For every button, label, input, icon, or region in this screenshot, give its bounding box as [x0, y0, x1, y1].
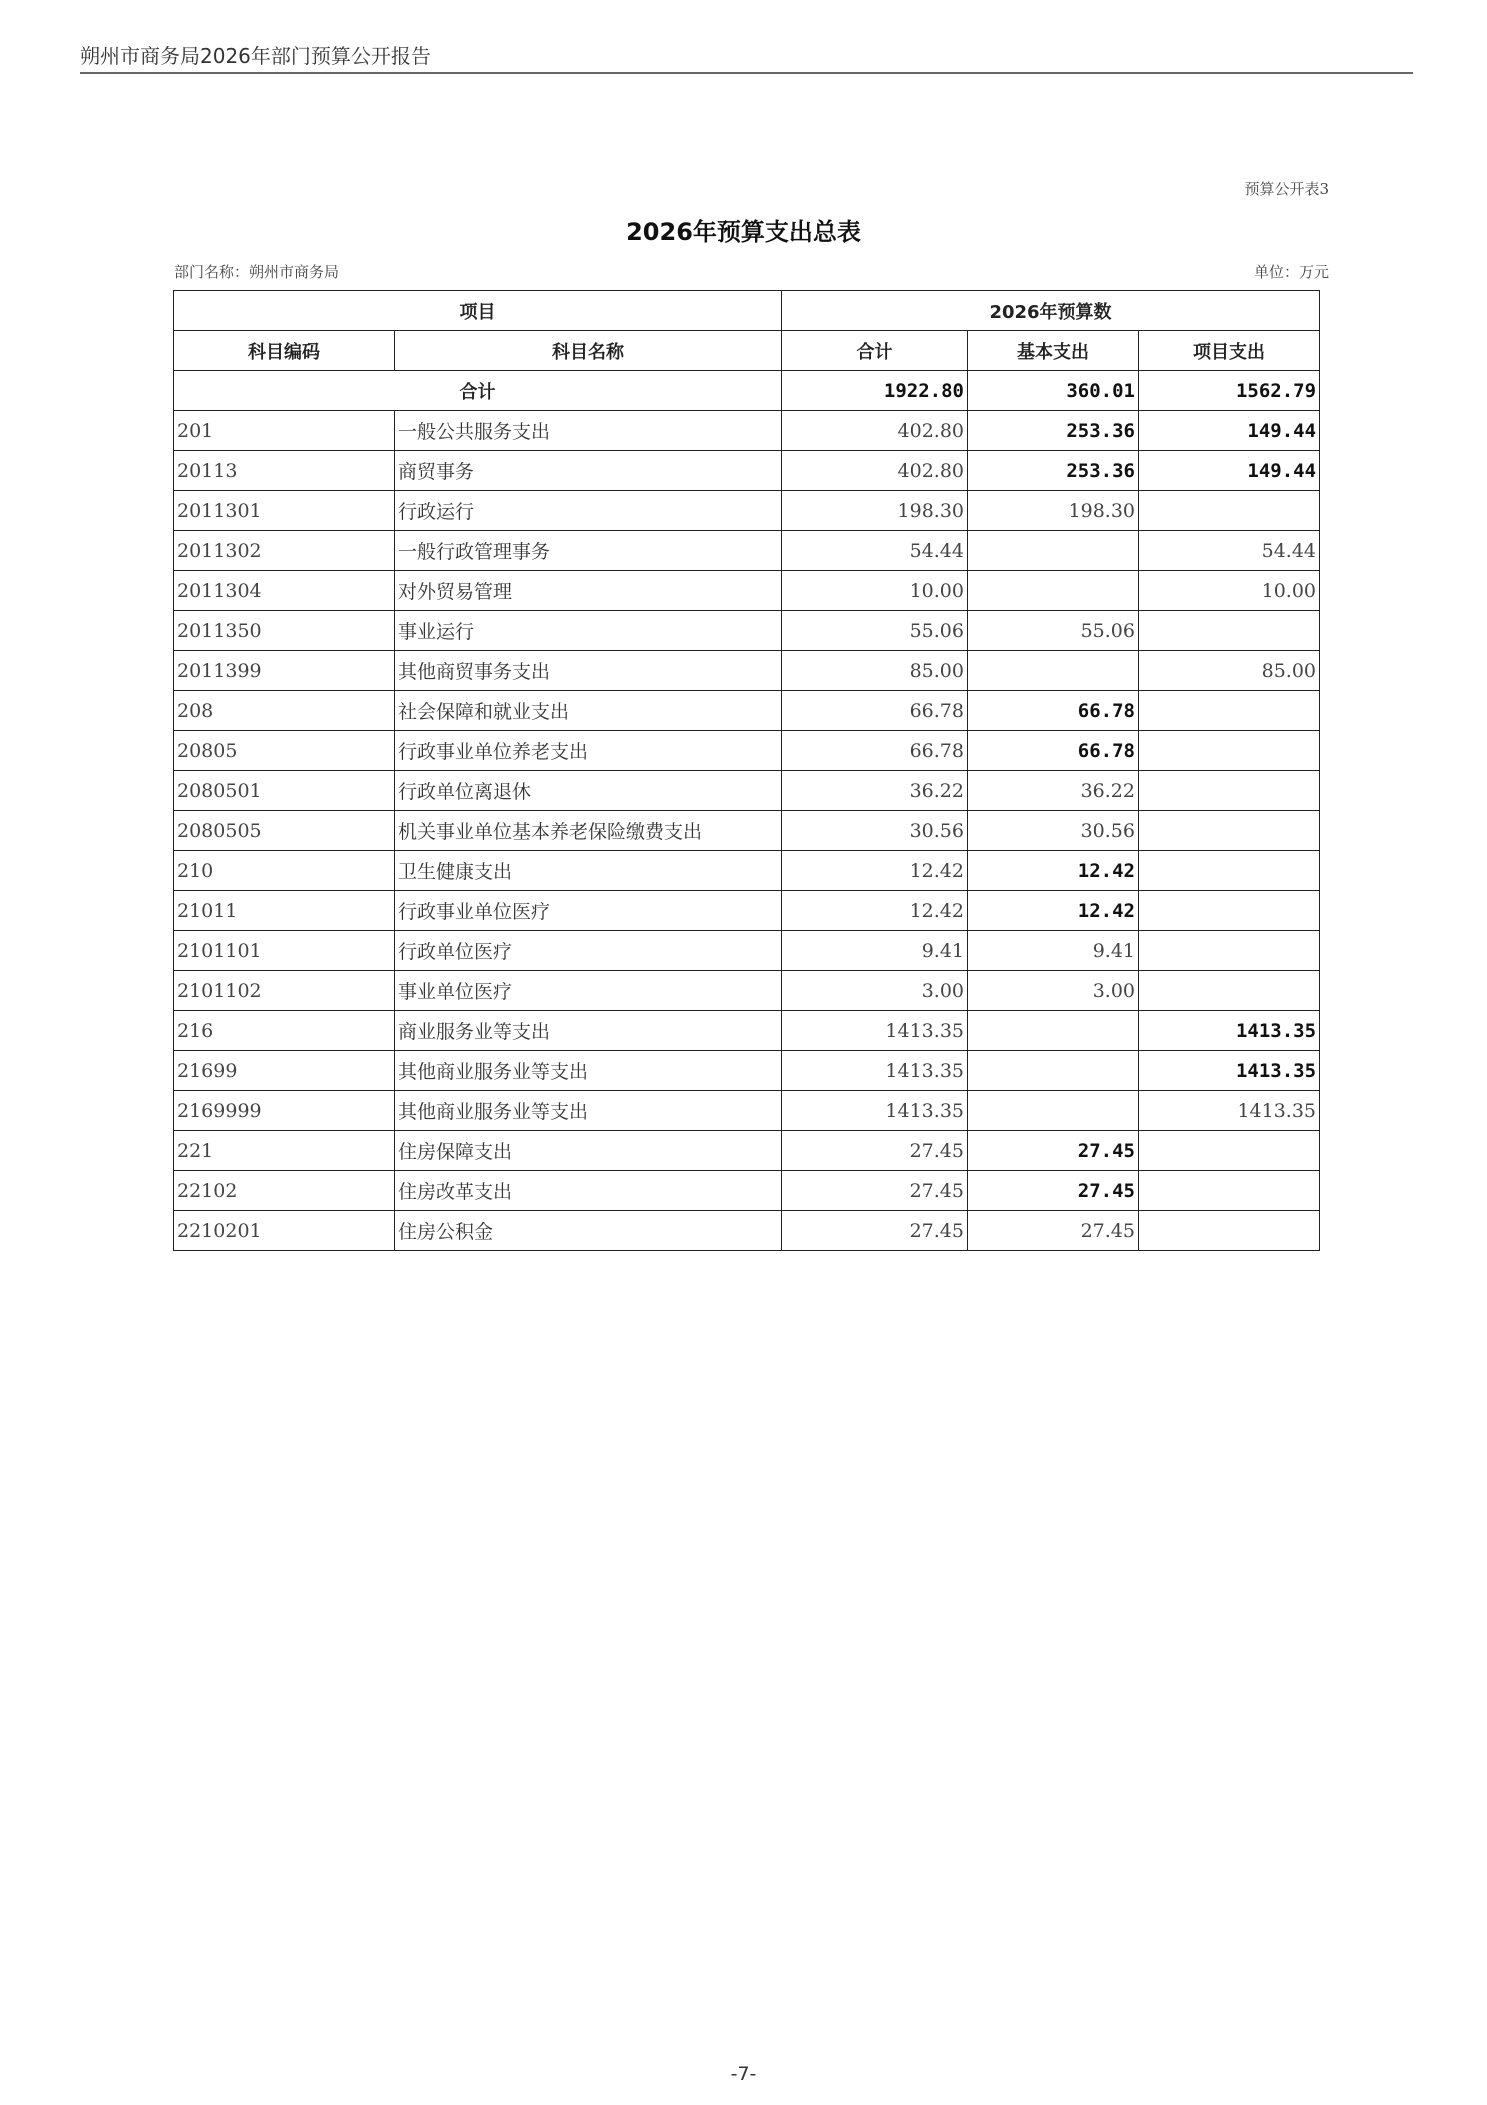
- row-code: 21011: [174, 891, 395, 931]
- table-row: [174, 891, 1320, 931]
- row-total: 12.42: [782, 891, 968, 931]
- row-project: [1139, 1131, 1320, 1171]
- row-code: 2101101: [174, 931, 395, 971]
- row-total: 402.80: [782, 451, 968, 491]
- row-basic: 12.42: [968, 891, 1139, 931]
- header-budget-group: 2026年预算数: [782, 291, 1320, 331]
- table-row: [174, 931, 1320, 971]
- row-name: 社会保障和就业支出: [395, 691, 782, 731]
- total-row-label: 合计: [174, 371, 782, 411]
- row-code: 20113: [174, 451, 395, 491]
- total-row-basic: 360.01: [968, 371, 1139, 411]
- row-code: 2011301: [174, 491, 395, 531]
- table-row: [174, 411, 1320, 451]
- row-name: 行政单位医疗: [395, 931, 782, 971]
- row-code: 2080505: [174, 811, 395, 851]
- row-name: 住房公积金: [395, 1211, 782, 1251]
- table-row: [174, 1051, 1320, 1091]
- table-row: [174, 691, 1320, 731]
- table-row: [174, 771, 1320, 811]
- budget-expenditure-table: [173, 290, 1320, 1251]
- row-code: 2011350: [174, 611, 395, 651]
- row-code: 20805: [174, 731, 395, 771]
- row-name: 其他商业服务业等支出: [395, 1091, 782, 1131]
- row-project: 1413.35: [1139, 1011, 1320, 1051]
- table-row: [174, 811, 1320, 851]
- row-total: 12.42: [782, 851, 968, 891]
- row-project: 85.00: [1139, 651, 1320, 691]
- row-name: 其他商业服务业等支出: [395, 1051, 782, 1091]
- row-code: 221: [174, 1131, 395, 1171]
- table-row: [174, 451, 1320, 491]
- row-total: 1413.35: [782, 1011, 968, 1051]
- row-project: [1139, 691, 1320, 731]
- row-basic: [968, 571, 1139, 611]
- row-total: 55.06: [782, 611, 968, 651]
- row-code: 210: [174, 851, 395, 891]
- row-code: 22102: [174, 1171, 395, 1211]
- row-total: 402.80: [782, 411, 968, 451]
- row-code: 201: [174, 411, 395, 451]
- row-code: 21699: [174, 1051, 395, 1091]
- row-project: [1139, 971, 1320, 1011]
- row-name: 对外贸易管理: [395, 571, 782, 611]
- row-project: 10.00: [1139, 571, 1320, 611]
- row-code: 216: [174, 1011, 395, 1051]
- row-code: 2011399: [174, 651, 395, 691]
- header-code: 科目编码: [174, 331, 395, 371]
- table-row: [174, 1091, 1320, 1131]
- row-project: [1139, 491, 1320, 531]
- row-basic: 66.78: [968, 731, 1139, 771]
- row-code: 2011302: [174, 531, 395, 571]
- row-basic: 253.36: [968, 411, 1139, 451]
- row-name: 商贸事务: [395, 451, 782, 491]
- header-row-group: [174, 291, 1320, 331]
- row-basic: 27.45: [968, 1211, 1139, 1251]
- row-project: [1139, 1171, 1320, 1211]
- row-project: [1139, 931, 1320, 971]
- row-basic: 198.30: [968, 491, 1139, 531]
- row-basic: [968, 531, 1139, 571]
- row-project: [1139, 891, 1320, 931]
- table-row: [174, 491, 1320, 531]
- table-row: [174, 1211, 1320, 1251]
- row-total: 54.44: [782, 531, 968, 571]
- row-total: 198.30: [782, 491, 968, 531]
- table-row: [174, 971, 1320, 1011]
- row-total: 66.78: [782, 691, 968, 731]
- row-total: 85.00: [782, 651, 968, 691]
- row-name: 机关事业单位基本养老保险缴费支出: [395, 811, 782, 851]
- table-row: [174, 731, 1320, 771]
- row-name: 商业服务业等支出: [395, 1011, 782, 1051]
- row-basic: 30.56: [968, 811, 1139, 851]
- department-label: 部门名称：朔州市商务局: [174, 263, 340, 281]
- row-name: 一般行政管理事务: [395, 531, 782, 571]
- row-code: 2210201: [174, 1211, 395, 1251]
- row-project: 149.44: [1139, 451, 1320, 491]
- header-item-group: 项目: [174, 291, 782, 331]
- row-name: 其他商贸事务支出: [395, 651, 782, 691]
- row-total: 1413.35: [782, 1051, 968, 1091]
- page-title: 2026年预算支出总表: [626, 218, 861, 246]
- row-project: [1139, 731, 1320, 771]
- header-project: 项目支出: [1139, 331, 1320, 371]
- row-code: 2080501: [174, 771, 395, 811]
- table-row: [174, 571, 1320, 611]
- row-name: 一般公共服务支出: [395, 411, 782, 451]
- row-total: 27.45: [782, 1171, 968, 1211]
- row-total: 66.78: [782, 731, 968, 771]
- row-project: 1413.35: [1139, 1051, 1320, 1091]
- header-basic: 基本支出: [968, 331, 1139, 371]
- row-project: 1413.35: [1139, 1091, 1320, 1131]
- header-rule: [80, 72, 1413, 74]
- row-total: 27.45: [782, 1131, 968, 1171]
- total-row-project: 1562.79: [1139, 371, 1320, 411]
- row-basic: 12.42: [968, 851, 1139, 891]
- row-total: 27.45: [782, 1211, 968, 1251]
- page-number: -7-: [730, 2063, 757, 2085]
- row-name: 卫生健康支出: [395, 851, 782, 891]
- header-name: 科目名称: [395, 331, 782, 371]
- table-row: [174, 651, 1320, 691]
- row-name: 行政运行: [395, 491, 782, 531]
- row-code: 2011304: [174, 571, 395, 611]
- row-basic: 3.00: [968, 971, 1139, 1011]
- row-total: 3.00: [782, 971, 968, 1011]
- total-row: [174, 371, 1320, 411]
- row-code: 2169999: [174, 1091, 395, 1131]
- row-project: [1139, 1211, 1320, 1251]
- table-row: [174, 531, 1320, 571]
- row-total: 9.41: [782, 931, 968, 971]
- row-basic: 36.22: [968, 771, 1139, 811]
- header-total: 合计: [782, 331, 968, 371]
- table-row: [174, 1171, 1320, 1211]
- row-basic: 253.36: [968, 451, 1139, 491]
- total-row-total: 1922.80: [782, 371, 968, 411]
- table-row: [174, 1131, 1320, 1171]
- row-basic: [968, 651, 1139, 691]
- row-name: 事业运行: [395, 611, 782, 651]
- row-total: 10.00: [782, 571, 968, 611]
- row-basic: [968, 1051, 1139, 1091]
- row-name: 事业单位医疗: [395, 971, 782, 1011]
- table-number: 预算公开表3: [1244, 180, 1329, 198]
- table-row: [174, 851, 1320, 891]
- row-project: [1139, 611, 1320, 651]
- row-basic: [968, 1011, 1139, 1051]
- row-project: [1139, 771, 1320, 811]
- row-code: 208: [174, 691, 395, 731]
- table-row: [174, 1011, 1320, 1051]
- running-header: 朔州市商务局2026年部门预算公开报告: [80, 44, 431, 68]
- row-basic: 66.78: [968, 691, 1139, 731]
- row-name: 住房保障支出: [395, 1131, 782, 1171]
- row-basic: 27.45: [968, 1131, 1139, 1171]
- row-name: 行政单位离退休: [395, 771, 782, 811]
- row-project: 149.44: [1139, 411, 1320, 451]
- row-name: 行政事业单位养老支出: [395, 731, 782, 771]
- table-body: [174, 371, 1320, 1251]
- row-code: 2101102: [174, 971, 395, 1011]
- row-total: 30.56: [782, 811, 968, 851]
- row-basic: 55.06: [968, 611, 1139, 651]
- row-basic: 27.45: [968, 1171, 1139, 1211]
- row-project: [1139, 811, 1320, 851]
- row-project: 54.44: [1139, 531, 1320, 571]
- row-name: 行政事业单位医疗: [395, 891, 782, 931]
- header-row-columns: [174, 331, 1320, 371]
- row-total: 1413.35: [782, 1091, 968, 1131]
- row-project: [1139, 851, 1320, 891]
- row-total: 36.22: [782, 771, 968, 811]
- unit-label: 单位：万元: [1253, 263, 1329, 281]
- table-row: [174, 611, 1320, 651]
- row-name: 住房改革支出: [395, 1171, 782, 1211]
- row-basic: 9.41: [968, 931, 1139, 971]
- row-basic: [968, 1091, 1139, 1131]
